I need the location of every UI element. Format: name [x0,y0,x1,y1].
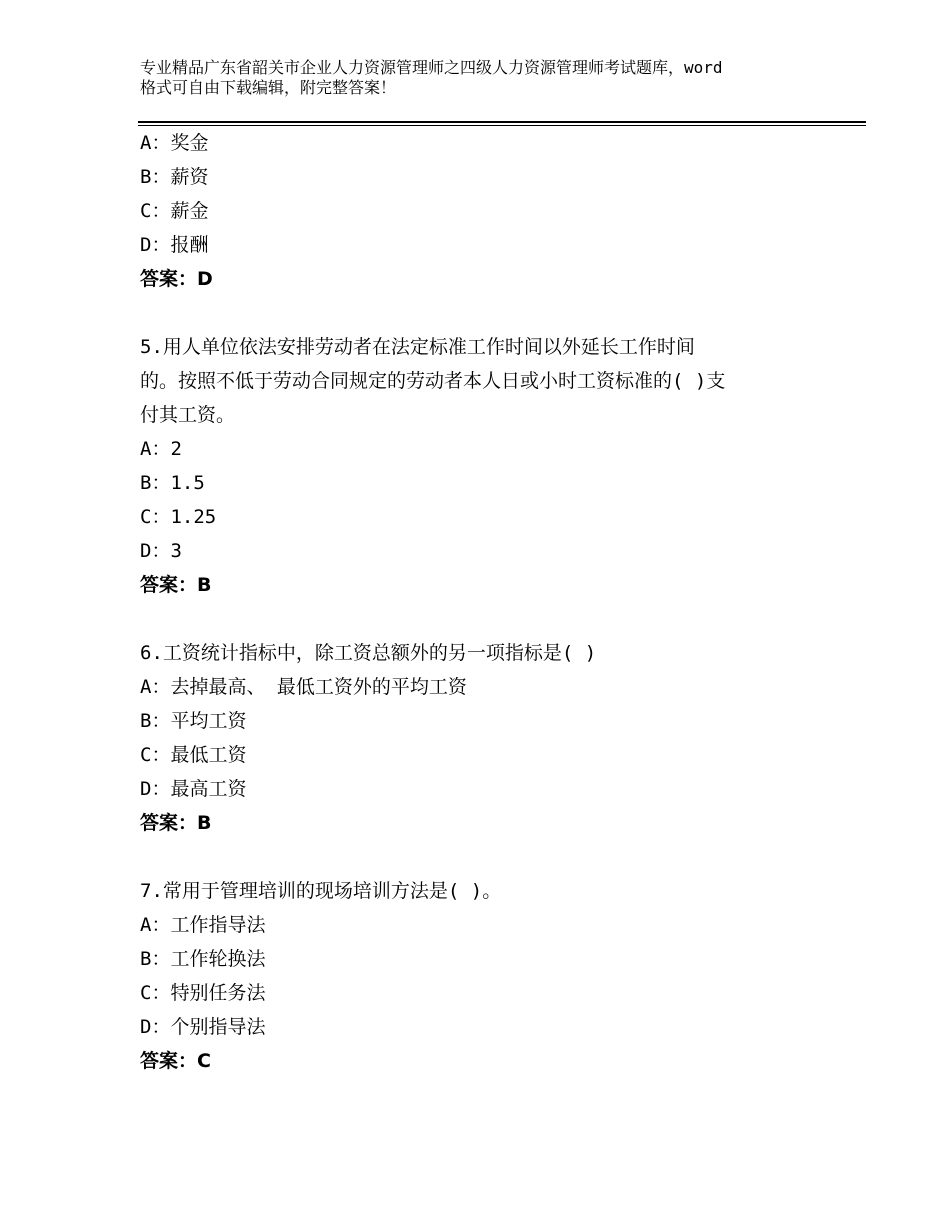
option-c: C：薪金 [140,200,209,222]
option-a: A：2 [140,438,182,460]
question-spacer [140,296,840,330]
answer-line: 答案：B [140,812,212,834]
option-c: C：1.25 [140,506,217,528]
option-c: C：最低工资 [140,744,247,766]
question-text-line: 7.常用于管理培训的现场培训方法是( )。 [140,880,502,902]
option-a: A：去掉最高、 最低工资外的平均工资 [140,676,467,698]
option-b: B：薪资 [140,166,209,188]
question-text-line: 6.工资统计指标中，除工资总额外的另一项指标是( ) [140,642,597,664]
option-b: B：平均工资 [140,710,247,732]
header-title-line-1: 专业精品广东省韶关市企业人力资源管理师之四级人力资源管理师考试题库，word [140,58,723,77]
question-6 [140,636,840,840]
option-d: D：最高工资 [140,778,247,800]
question-text-line: 5.用人单位依法安排劳动者在法定标准工作时间以外延长工作时间 [140,336,695,358]
question-text-line: 的。按照不低于劳动合同规定的劳动者本人日或小时工资标准的( )支 [140,370,726,392]
question-5 [140,330,840,602]
question-spacer [140,840,840,874]
question-spacer [140,602,840,636]
option-a: A：奖金 [140,132,209,154]
question-list [140,126,840,1078]
header-divider-thick [138,121,866,123]
option-b: B：1.5 [140,472,205,494]
page-header [140,58,830,98]
option-a: A：工作指导法 [140,914,266,936]
question-4-tail [140,126,840,296]
option-d: D：3 [140,540,182,562]
option-c: C：特别任务法 [140,982,266,1004]
option-b: B：工作轮换法 [140,948,266,970]
question-7 [140,874,840,1078]
option-d: D：报酬 [140,234,209,256]
answer-line: 答案：B [140,574,212,596]
answer-line: 答案：C [140,1050,211,1072]
answer-line: 答案：D [140,268,213,290]
question-text-line: 付其工资。 [140,404,236,426]
option-d: D：个别指导法 [140,1016,266,1038]
header-title-line-2: 格式可自由下载编辑，附完整答案！ [140,78,397,97]
